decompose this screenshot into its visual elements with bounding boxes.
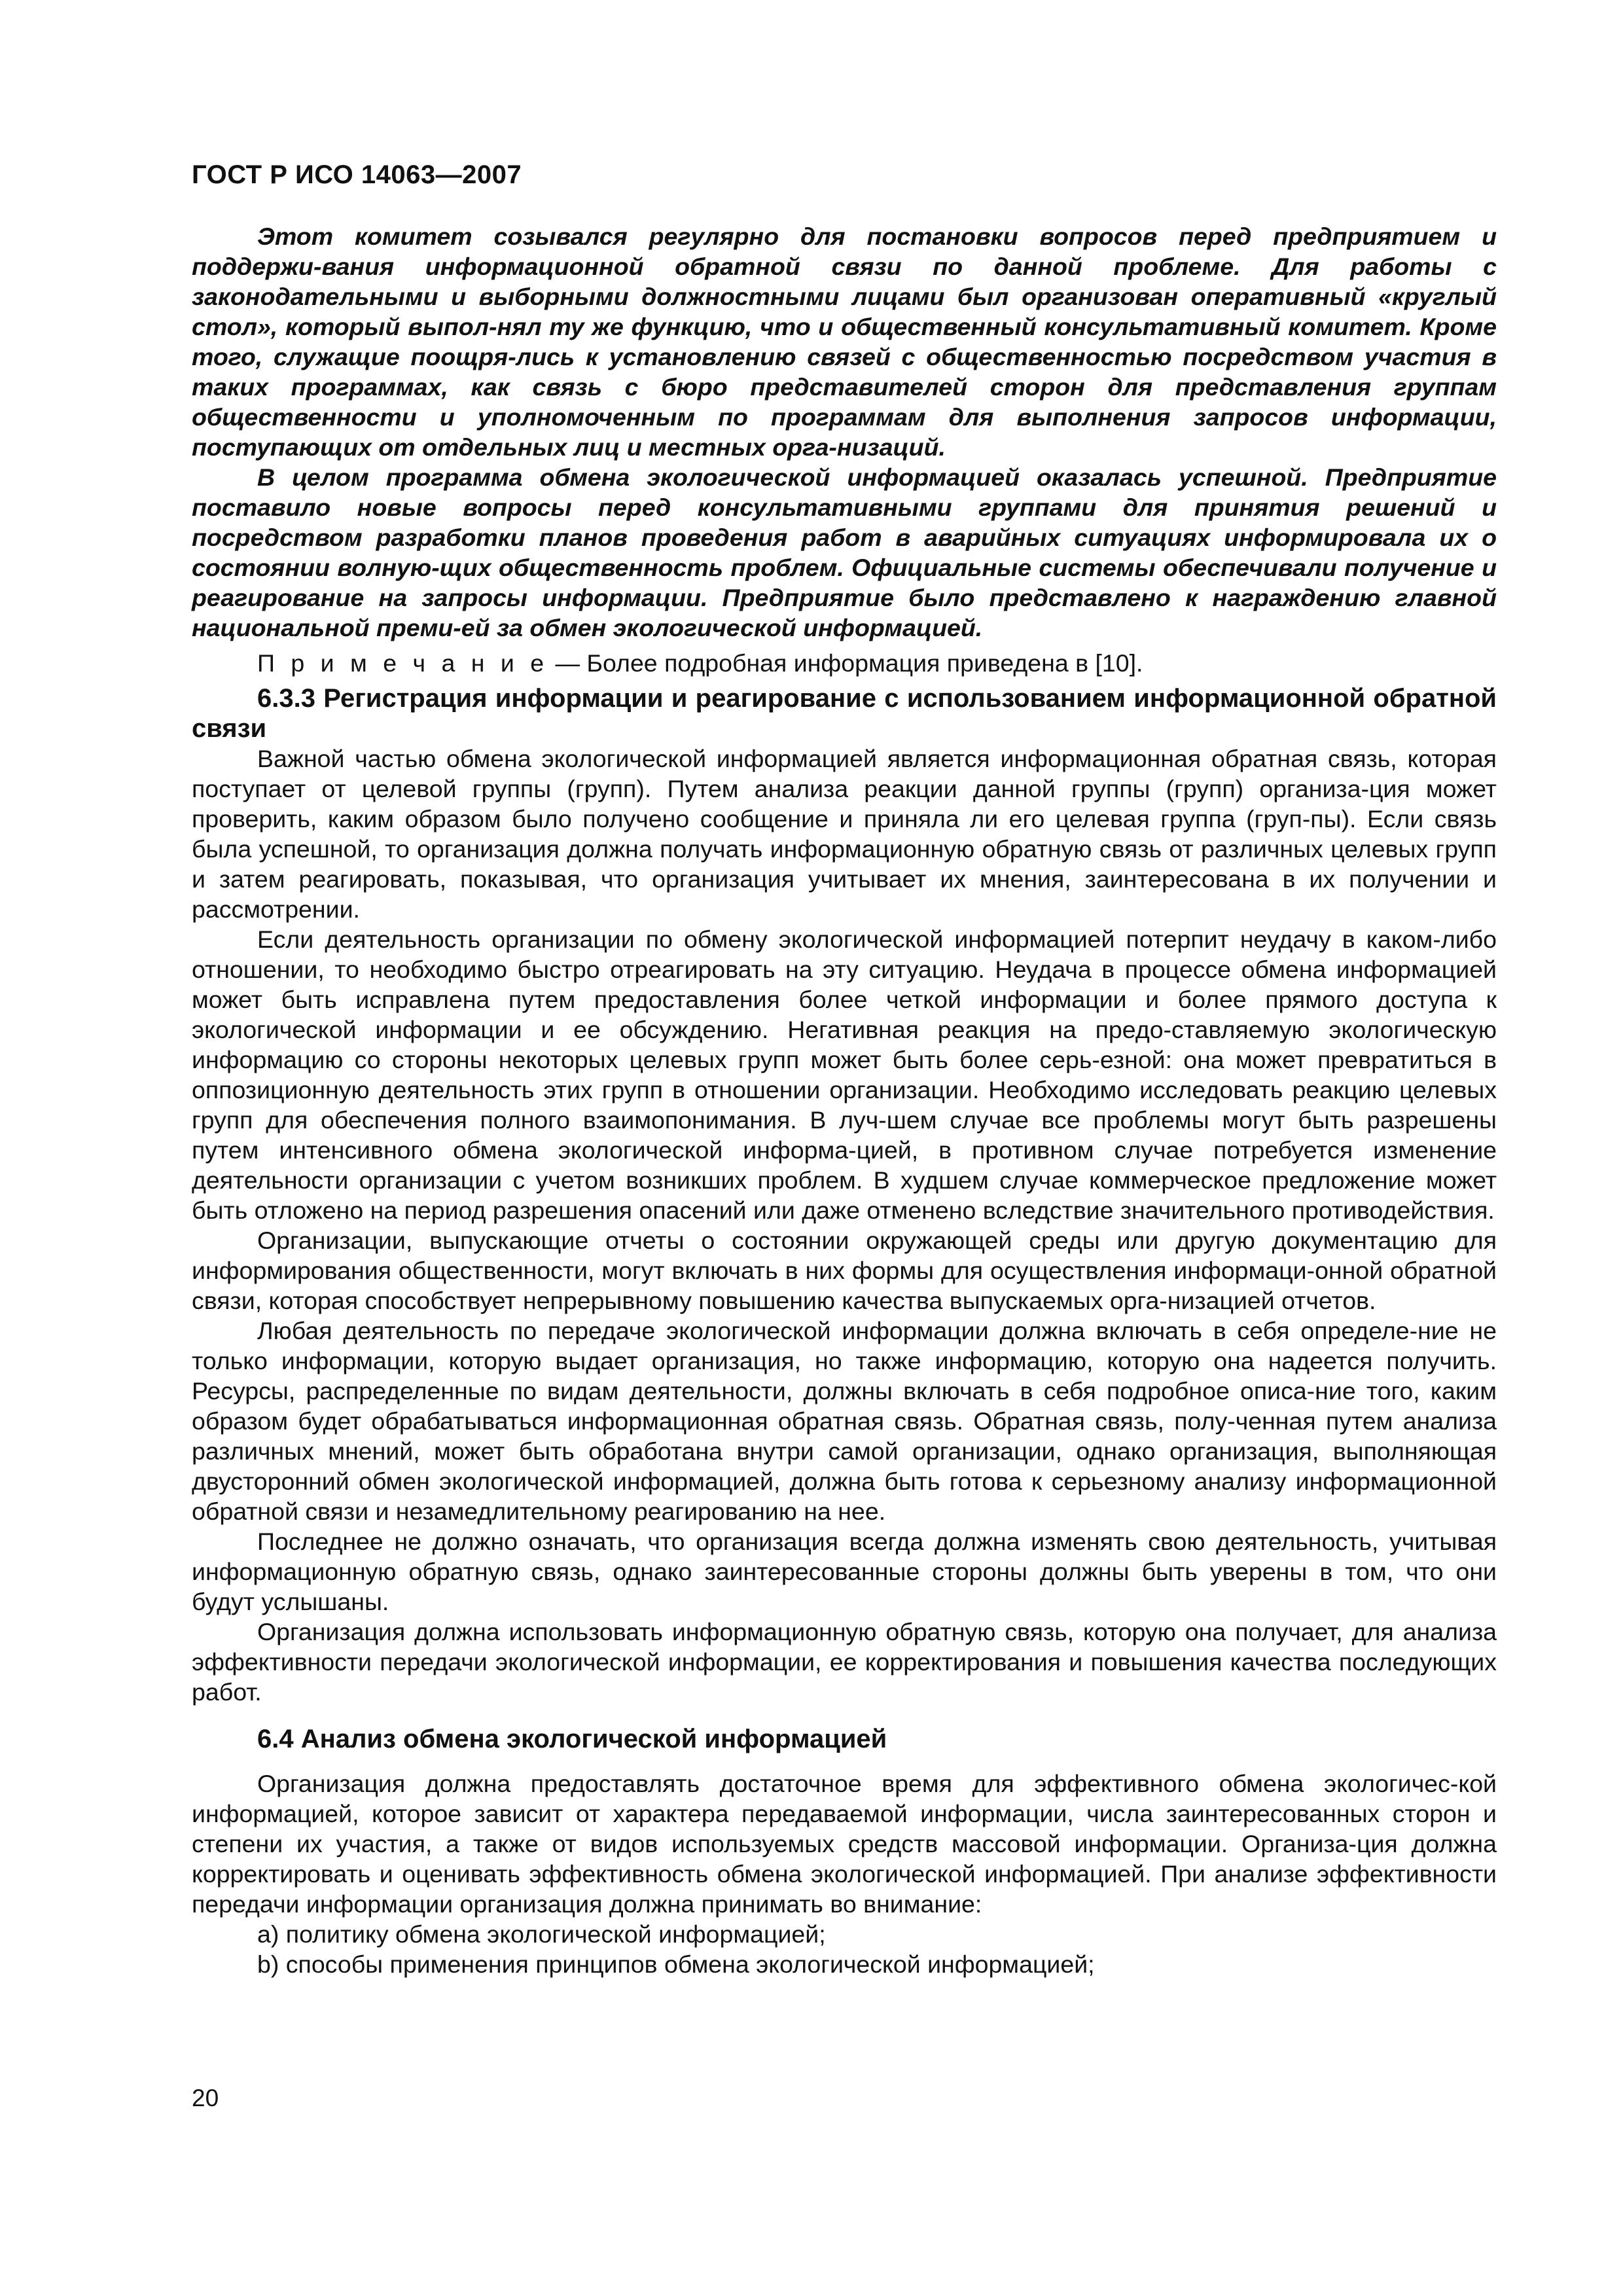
italic-paragraph-2: В целом программа обмена экологической информацией оказалась успешной. Предприятие поставило новые вопросы перед консультативными группами для принятия решений и посредством разработки планов проведения работ в аварийных ситуациях информировала их о состоянии волную-щих общественность проблем. Официальные системы обеспечивали получение и реагирование на запросы информации. Предприятие было представлено к награждению главной национальной преми-ей за обмен экологической информацией. — [192, 463, 1497, 641]
section-64-paragraph: Организация должна предоставлять достаточное время для эффективного обмена экологичес-кой информацией, которое зависит от характера передаваемой информации, числа заинтересованных сторон и степени их участия, а также от видов используемых средств массовой информации. Организа-ция должна корректировать и оценивать эффективность обмена экологической информацией. При анализе эффективности передачи информации организация должна принимать во внимание: — [192, 1770, 1497, 1918]
document-header: ГОСТ Р ИСО 14063—2007 — [192, 160, 522, 189]
section-633-paragraph-5: Последнее не должно означать, что организация всегда должна изменять свою деятельность, учитывая информационную обратную связь, однако заинтересованные стороны должны быть уверены в том, что они будут услышаны. — [192, 1528, 1497, 1615]
section-633-paragraph-6: Организация должна использовать информационную обратную связь, которую она получает, для анализа эффективности передачи экологической информации, ее корректирования и повышения качества последующих работ. — [192, 1618, 1497, 1706]
note-text: — Более подробная информация приведена в [10]. — [548, 649, 1143, 677]
section-633-paragraph-1: Важной частью обмена экологической информацией является информационная обратная связь, которая поступает от целевой группы (групп). Путем анализа реакции данной группы (групп) организа-ция может проверить, каким образом было получено сообщение и приняла ли его целевая группа (груп-пы). Если связь была успешной, то организация должна получать информационную обратную связь от различных целевых групп и затем реагировать, показывая, что организация учитывает их мнения, заинтересована в их получении и рассмотрении. — [192, 745, 1497, 923]
note-label: П р и м е ч а н и е — [257, 649, 549, 677]
page-body — [192, 221, 1497, 1979]
list-item-b: b) способы применения принципов обмена экологической информацией; — [257, 1950, 1095, 1978]
section-633-paragraph-2: Если деятельность организации по обмену экологической информацией потерпит неудачу в каком-либо отношении, то необходимо быстро отреагировать на эту ситуацию. Неудача в процессе обмена информацией может быть исправлена путем предоставления более четкой информации и более прямого доступа к экологической информации и ее обсуждению. Негативная реакция на предо-ставляемую экологическую информацию со стороны некоторых целевых групп может быть более серь-езной: она может превратиться в оппозиционную деятельность этих групп в отношении организации. Необходимо исследовать реакцию целевых групп для обеспечения полного взаимопонимания. В луч-шем случае все проблемы могут быть разрешены путем интенсивного обмена экологической информа-цией, в противном случае потребуется изменение деятельности организации с учетом возникших проблем. В худшем случае коммерческое предложение может быть отложено на период разрешения опасений или даже отменено вследствие значительного противодействия. — [192, 925, 1497, 1224]
note-paragraph — [192, 648, 1497, 678]
italic-paragraph-1: Этот комитет созывался регулярно для постановки вопросов перед предприятием и поддержи-вания информационной обратной связи по данной проблеме. Для работы с законодательными и выборными должностными лицами был организован оперативный «круглый стол», который выпол-нял ту же функцию, что и общественный консультативный комитет. Кроме того, служащие поощря-лись к установлению связей с общественностью посредством участия в таких программах, как связь с бюро представителей сторон для представления группам общественности и уполномоченным по программам для выполнения запросов информации, поступающих от отдельных лиц и местных орга-низаций. — [192, 223, 1497, 461]
page-number: 20 — [192, 2085, 219, 2111]
section-64-title: 6.4 Анализ обмена экологической информацией — [257, 1725, 887, 1753]
section-633-paragraph-4: Любая деятельность по передаче экологической информации должна включать в себя определе-ние не только информации, которую выдает организация, но также информацию, которую она надеется получить. Ресурсы, распределенные по видам деятельности, должны включать в себя подробное описа-ние того, каким образом будет обрабатываться информационная обратная связь. Обратная связь, полу-ченная путем анализа различных мнений, может быть обработана внутри самой организации, однако организация, выполняющая двусторонний обмен экологической информацией, должна быть готова к серьезному анализу информационной обратной связи и незамедлительному реагированию на нее. — [192, 1317, 1497, 1525]
list-item-a: а) политику обмена экологической информацией; — [257, 1920, 826, 1948]
section-633-paragraph-3: Организации, выпускающие отчеты о состоянии окружающей среды или другую документацию для информирования общественности, могут включать в них формы для осуществления информаци-онной обратной связи, которая способствует непрерывному повышению качества выпускаемых орга-низацией отчетов. — [192, 1227, 1497, 1314]
section-633-title: 6.3.3 Регистрация информации и реагирование с использованием информационной обратной связи — [192, 684, 1497, 743]
